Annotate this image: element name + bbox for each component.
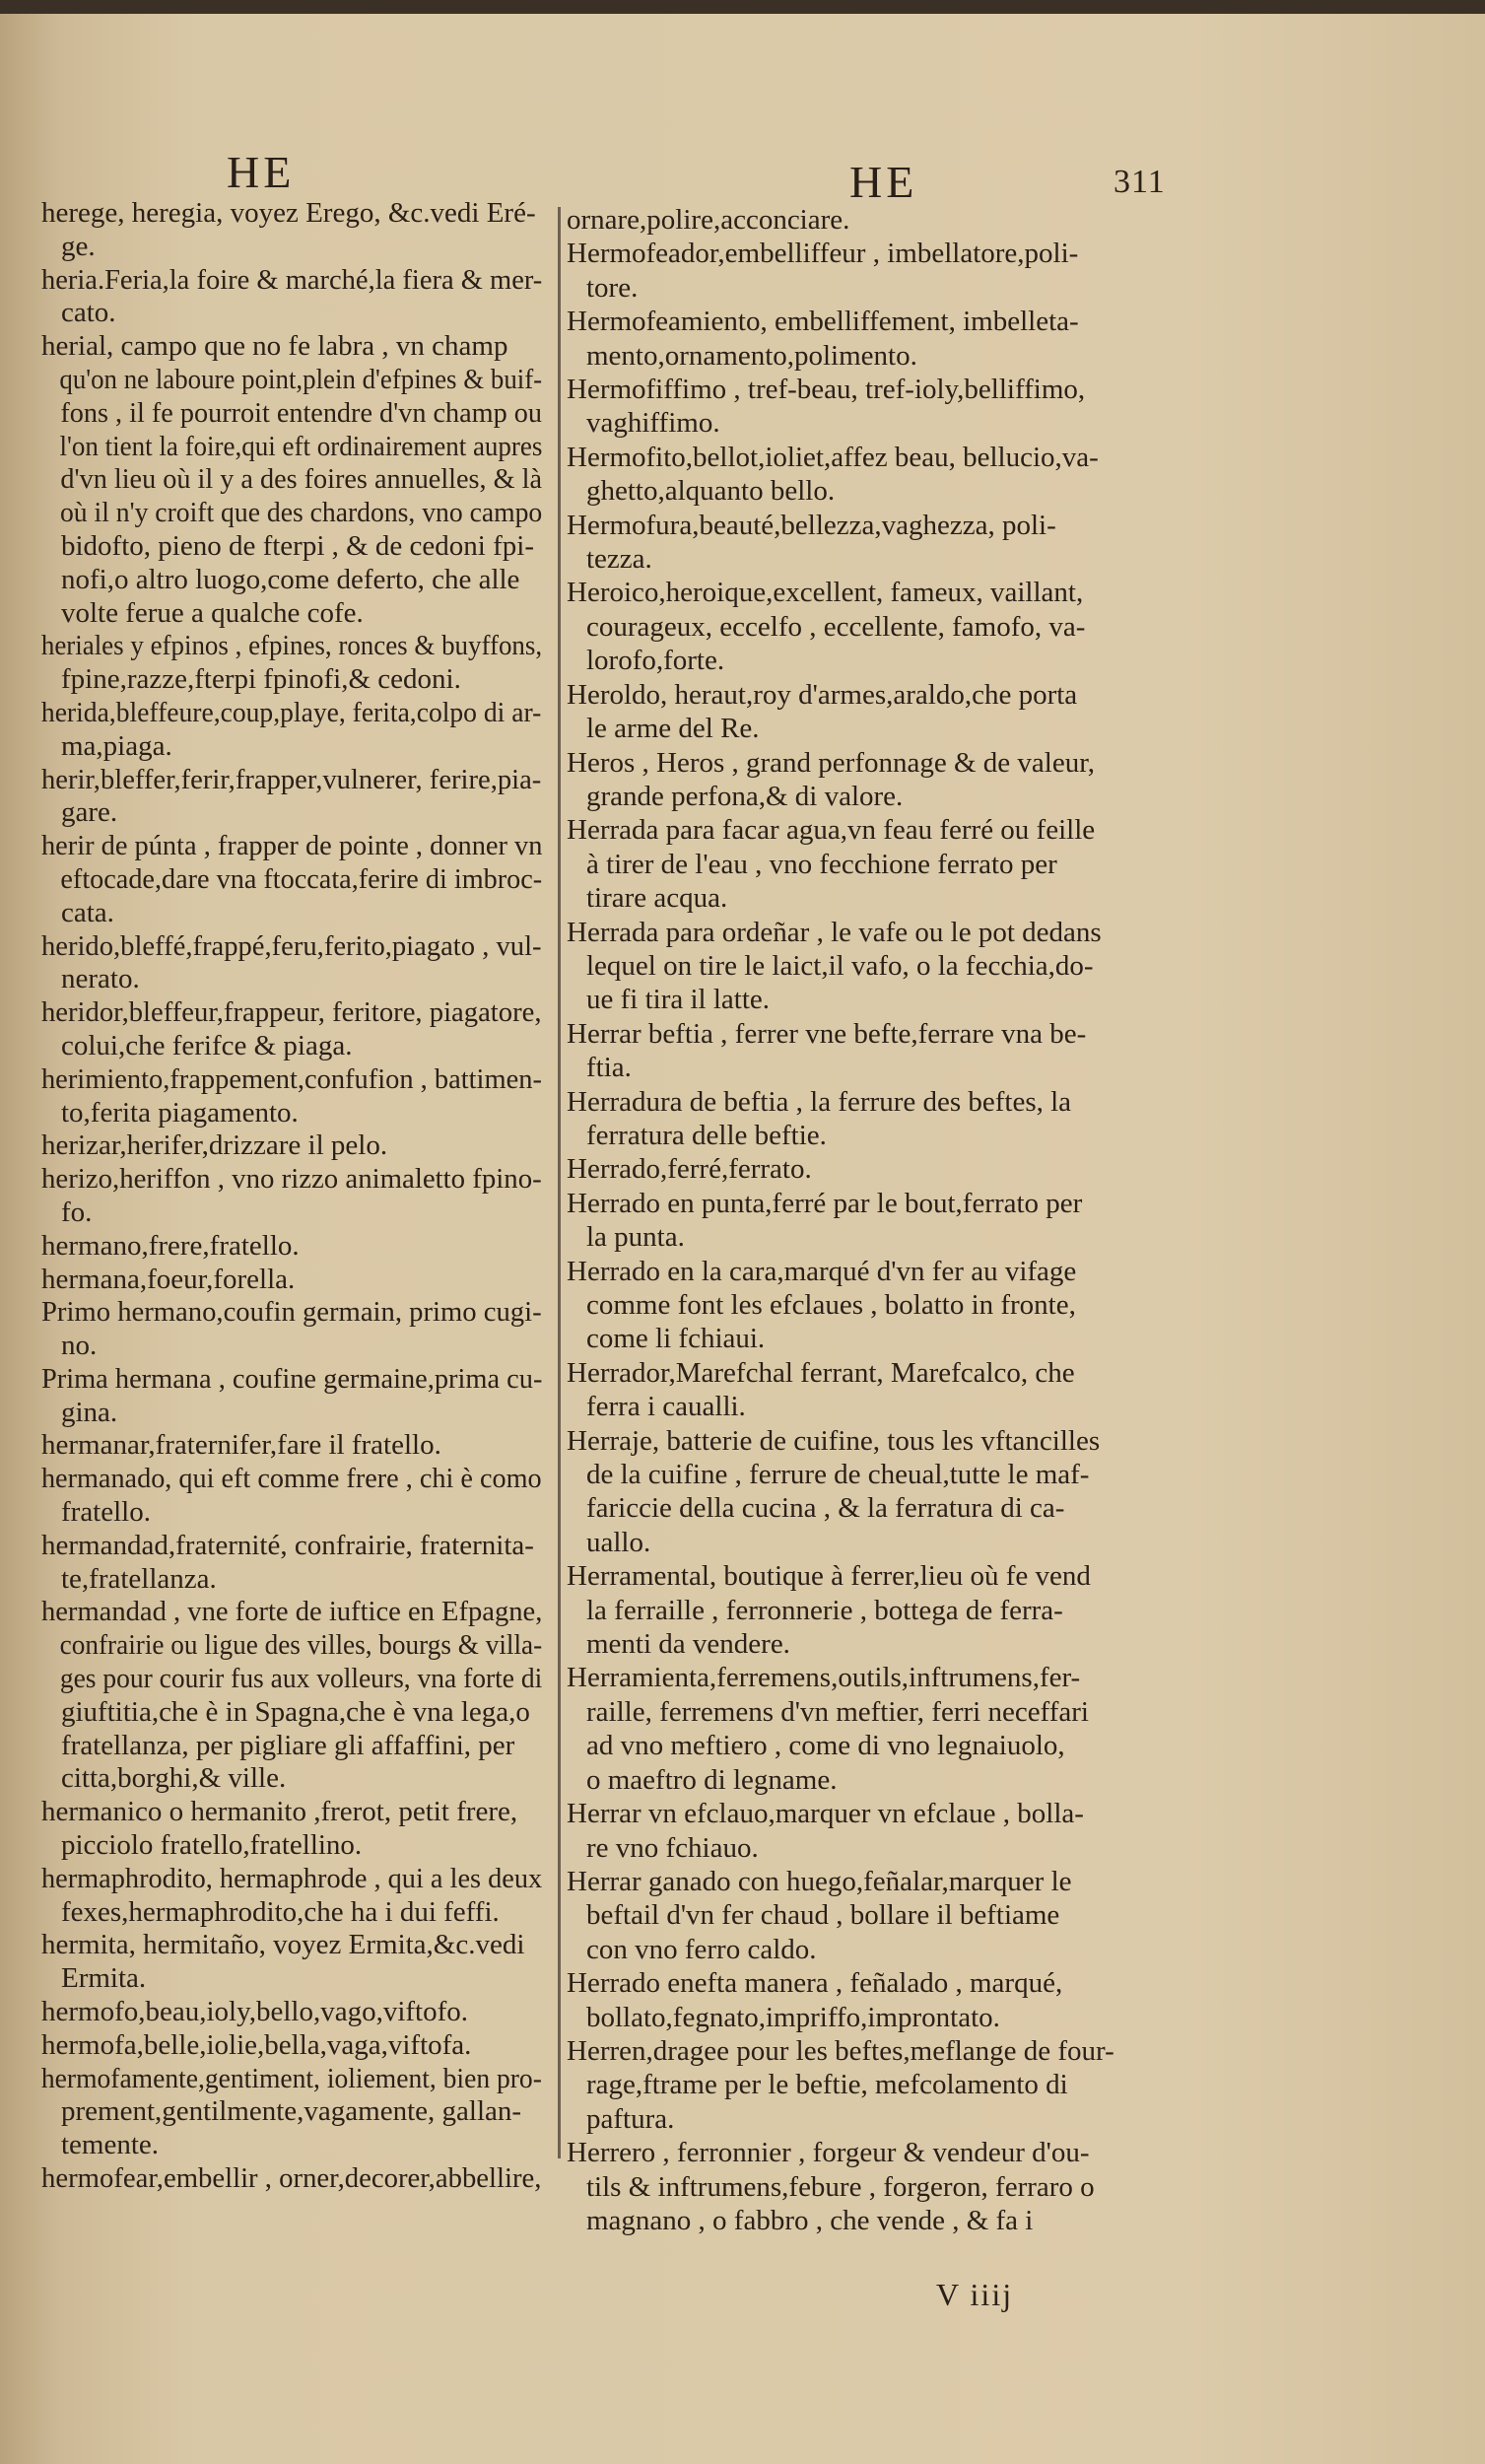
entry-headline: hermandad , vne forte de iuftice en Efpagne, bbox=[40, 1596, 543, 1628]
entry-headline: Prima hermana , coufine germaine,prima cu- bbox=[40, 1362, 543, 1395]
dictionary-entry bbox=[567, 509, 1453, 577]
entry-continuation: citta,borghi,& ville. bbox=[61, 1762, 287, 1795]
entry-continuation: mento,ornamento,polimento. bbox=[586, 339, 917, 372]
entry-continuation: re vno fchiauo. bbox=[586, 1831, 759, 1864]
entry-continuation: te,fratellanza. bbox=[61, 1562, 217, 1595]
dictionary-entry bbox=[39, 697, 542, 764]
entry-continuation: prement,gentilmente,vagamente, gallan- bbox=[61, 2095, 522, 2128]
entry-headline: herial, campo que no fe labra , vn champ bbox=[41, 330, 508, 363]
entry-continuation: courageux, eccelfo , eccellente, famofo, va- bbox=[586, 610, 1086, 643]
dictionary-entry bbox=[567, 305, 1453, 373]
dictionary-entry bbox=[567, 237, 1453, 305]
entry-continuation: eftocade,dare vna ftoccata,ferire di imbroc- bbox=[60, 862, 543, 895]
entry-headline: Herramienta,ferremens,outils,inftrumens,fer- bbox=[567, 1662, 1081, 1694]
dictionary-entry bbox=[39, 264, 542, 331]
entry-headline: Herrado enefta manera , feñalado , marqué, bbox=[567, 1967, 1063, 2000]
entry-headline: hermana,foeur,forella. bbox=[41, 1263, 296, 1295]
entry-continuation: nofi,o altro luogo,come deferto, che alle bbox=[61, 563, 520, 595]
entry-headline: herida,bleffeure,coup,playe, ferita,colpo di ar- bbox=[40, 696, 542, 728]
entry-headline: Herrero , ferronnier , forgeur & vendeur d'ou- bbox=[567, 2137, 1090, 2169]
entry-headline: Heroldo, heraut,roy d'armes,araldo,che porta bbox=[567, 678, 1078, 711]
entry-continuation: come li fchiaui. bbox=[586, 1323, 766, 1355]
dictionary-entry bbox=[567, 1966, 1453, 2034]
entry-headline: ornare,polire,acconciare. bbox=[567, 204, 850, 236]
dictionary-entry bbox=[567, 1797, 1453, 1865]
entry-continuation: temente. bbox=[61, 2129, 160, 2161]
entry-continuation: fexes,hermaphrodito,che ha i dui feffi. bbox=[61, 1895, 500, 1928]
entry-continuation: d'vn lieu où il y a des foires annuelles, & là bbox=[60, 463, 542, 496]
dictionary-entry bbox=[567, 746, 1453, 814]
dictionary-entry bbox=[567, 2034, 1453, 2136]
entry-continuation: fpine,razze,fterpi fpinofi,& cedoni. bbox=[61, 663, 461, 696]
dictionary-entry bbox=[39, 2162, 542, 2196]
dictionary-entry bbox=[567, 441, 1453, 509]
dictionary-entry bbox=[567, 1865, 1453, 1966]
entry-headline: Herrar ganado con huego,feñalar,marquer le bbox=[567, 1865, 1072, 1897]
entry-continuation: tils & inftrumens,febure , forgeron, ferraro o bbox=[586, 2170, 1095, 2203]
entry-headline: hermanar,fraternifer,fare il fratello. bbox=[41, 1429, 441, 1462]
entry-continuation: tore. bbox=[586, 271, 639, 304]
entry-continuation: lequel on tire le laict,il vafo, o la fecchia,do- bbox=[586, 949, 1094, 982]
dictionary-entry bbox=[567, 373, 1453, 441]
dictionary-entry bbox=[39, 1996, 542, 2029]
entry-continuation: la punta. bbox=[586, 1221, 685, 1254]
dictionary-entry bbox=[39, 1863, 542, 1930]
entry-continuation: to,ferita piagamento. bbox=[61, 1096, 299, 1129]
entry-headline: hermano,frere,fratello. bbox=[41, 1229, 300, 1262]
entry-headline: Heroico,heroique,excellent, fameux, vaillant, bbox=[567, 577, 1084, 609]
entry-headline: heria.Feria,la foire & marché,la fiera & mer- bbox=[40, 263, 543, 296]
entry-continuation: grande perfona,& di valore. bbox=[586, 780, 904, 812]
dictionary-entry bbox=[39, 1929, 542, 1996]
page-number: 311 bbox=[1114, 164, 1166, 200]
left-column bbox=[39, 197, 542, 2196]
dictionary-entry bbox=[567, 1187, 1453, 1255]
entry-headline: Primo hermano,coufin germain, primo cugi- bbox=[40, 1296, 542, 1329]
entry-headline: Herrado,ferré,ferrato. bbox=[567, 1153, 812, 1186]
entry-headline: Herrar vn efclauo,marquer vn efclaue , bolla- bbox=[567, 1798, 1084, 1830]
entry-headline: hermofo,beau,ioly,bello,vago,viftofo. bbox=[41, 1996, 469, 2028]
entry-headline: Hermofito,bellot,ioliet,affez beau, bellucio,va- bbox=[567, 441, 1099, 473]
entry-continuation: fons , il fe pourroit entendre d'vn champ ou bbox=[60, 396, 542, 429]
entry-headline: Herramental, boutique à ferrer,lieu où fe vend bbox=[567, 1560, 1091, 1593]
entry-headline: Herrado en punta,ferré par le bout,ferrato per bbox=[567, 1187, 1083, 1219]
signature-mark: V iiij bbox=[936, 2277, 1014, 2312]
running-head-left: HE bbox=[227, 147, 296, 197]
entry-continuation: bollato,fegnato,impriffo,improntato. bbox=[586, 2001, 1000, 2033]
entry-continuation: magnano , o fabbro , che vende , & fa i bbox=[586, 2204, 1034, 2236]
dictionary-entry bbox=[39, 1530, 542, 1597]
entry-continuation: Ermita. bbox=[61, 1962, 147, 1995]
entry-continuation: ftia. bbox=[586, 1052, 632, 1084]
entry-headline: herir de púnta , frapper de pointe , donner vn bbox=[40, 830, 543, 862]
entry-headline: Herraje, batterie de cuifine, tous les vftancilles bbox=[567, 1424, 1101, 1457]
dictionary-entry bbox=[39, 996, 542, 1063]
dictionary-entry bbox=[39, 1296, 542, 1363]
dictionary-entry bbox=[567, 1356, 1453, 1424]
entry-continuation: uallo. bbox=[586, 1526, 651, 1558]
entry-continuation: ad vno meftiero , come di vno legnaiuolo, bbox=[586, 1730, 1065, 1762]
entry-continuation: raille, ferremens d'vn meftier, ferri neceffari bbox=[586, 1695, 1089, 1728]
entry-continuation: fratello. bbox=[61, 1496, 151, 1529]
dictionary-entry bbox=[567, 1661, 1453, 1797]
entry-continuation: ma,piaga. bbox=[61, 729, 172, 762]
entry-continuation: à tirer de l'eau , vno fecchione ferrato per bbox=[586, 848, 1057, 880]
dictionary-entry bbox=[39, 2029, 542, 2063]
entry-continuation: ue fi tira il latte. bbox=[586, 984, 771, 1016]
entry-headline: herege, heregia, voyez Erego, &c.vedi Eré- bbox=[41, 197, 536, 229]
dictionary-entry bbox=[39, 330, 542, 630]
entry-headline: hermofa,belle,iolie,bella,vaga,viftofa. bbox=[41, 2028, 472, 2061]
right-column bbox=[567, 203, 1453, 2237]
entry-continuation: beftail d'vn fer chaud , bollare il beftiame bbox=[586, 1899, 1060, 1932]
entry-headline: heriales y efpinos , efpines, ronces & buyffons, bbox=[40, 630, 543, 662]
entry-continuation: cata. bbox=[61, 896, 114, 928]
entry-continuation: cato. bbox=[61, 297, 116, 329]
entry-headline: hermanado, qui eft comme frere , chi è como bbox=[40, 1463, 542, 1495]
entry-headline: Herrada para ordeñar , le vafe ou le pot dedans bbox=[567, 916, 1102, 948]
dictionary-entry bbox=[39, 1596, 542, 1796]
entry-continuation: ferratura delle beftie. bbox=[586, 1119, 827, 1151]
dictionary-entry bbox=[39, 1063, 542, 1130]
entry-continuation: bidofto, pieno de fterpi , & de cedoni fpi- bbox=[61, 529, 534, 562]
column-divider bbox=[558, 207, 561, 2158]
entry-continuation: l'on tient la foire,qui eft ordinairement aupres bbox=[59, 430, 543, 462]
entry-continuation: où il n'y croift que des chardons, vno campo bbox=[59, 497, 543, 529]
entry-continuation: lorofo,forte. bbox=[586, 645, 725, 677]
entry-headline: herir,bleffer,ferir,frapper,vulnerer, ferire,pia- bbox=[40, 763, 542, 795]
entry-continuation: nerato. bbox=[61, 963, 140, 995]
dictionary-entry bbox=[567, 1255, 1453, 1356]
dictionary-entry bbox=[39, 630, 542, 697]
entry-headline: hermita, hermitaño, voyez Ermita,&c.vedi bbox=[41, 1929, 525, 1961]
entry-continuation: vaghiffimo. bbox=[586, 407, 720, 440]
entry-continuation: tezza. bbox=[586, 543, 652, 576]
entry-headline: heridor,bleffeur,frappeur, feritore, piagatore, bbox=[40, 996, 542, 1029]
dictionary-entry bbox=[39, 830, 542, 929]
entry-headline: Herrada para facar agua,vn feau ferré ou feille bbox=[567, 814, 1096, 847]
entry-headline: Herrador,Marefchal ferrant, Marefcalco, che bbox=[567, 1356, 1075, 1389]
entry-continuation: picciolo fratello,fratellino. bbox=[61, 1829, 363, 1862]
entry-headline: herido,bleffé,frappé,feru,ferito,piagato , vul- bbox=[40, 929, 542, 962]
entry-continuation: ghetto,alquanto bello. bbox=[586, 475, 836, 508]
entry-headline: herizar,herifer,drizzare il pelo. bbox=[41, 1129, 388, 1162]
dictionary-entry bbox=[567, 1152, 1453, 1186]
dictionary-entry bbox=[39, 764, 542, 831]
dictionary-entry bbox=[39, 1463, 542, 1530]
entry-continuation: con vno ferro caldo. bbox=[586, 1933, 817, 1965]
entry-continuation: qu'on ne laboure point,plein d'efpines & buif- bbox=[59, 363, 543, 395]
entry-continuation: no. bbox=[61, 1330, 98, 1362]
entry-continuation: rage,ftrame per le beftie, mefcolamento di bbox=[586, 2069, 1068, 2101]
dictionary-entry bbox=[567, 916, 1453, 1017]
dictionary-entry bbox=[39, 1429, 542, 1463]
entry-headline: Herrado en la cara,marqué d'vn fer au vifage bbox=[567, 1255, 1077, 1287]
entry-continuation: gare. bbox=[61, 796, 118, 829]
entry-continuation: la ferraille , ferronnerie , bottega de ferra- bbox=[586, 1594, 1063, 1626]
dictionary-entry bbox=[39, 1264, 542, 1297]
entry-continuation: giuftitia,che è in Spagna,che è vna lega,o bbox=[61, 1695, 530, 1728]
dictionary-entry bbox=[567, 576, 1453, 677]
dictionary-entry bbox=[567, 1424, 1453, 1560]
entry-headline: hermofear,embellir , orner,decorer,abbellire, bbox=[40, 2162, 542, 2195]
dictionary-entry bbox=[39, 1129, 542, 1163]
entry-continuation: le arme del Re. bbox=[586, 713, 760, 745]
entry-continuation: fo. bbox=[61, 1196, 93, 1228]
entry-continuation: ge. bbox=[61, 230, 96, 262]
entry-continuation: o maeftro di legname. bbox=[586, 1763, 838, 1796]
entry-continuation: comme font les efclaues , bolatto in fronte, bbox=[586, 1289, 1076, 1321]
entry-headline: hermaphrodito, hermaphrode , qui a les deux bbox=[40, 1862, 543, 1894]
dictionary-entry bbox=[567, 2136, 1453, 2237]
entry-headline: hermofamente,gentiment, ioliement, bien pro- bbox=[40, 2062, 542, 2094]
page-top-edge bbox=[0, 0, 1485, 14]
dictionary-entry bbox=[567, 1017, 1453, 1085]
dictionary-entry bbox=[39, 1230, 542, 1264]
dictionary-entry bbox=[39, 930, 542, 997]
entry-headline: Heros , Heros , grand perfonnage & de valeur, bbox=[567, 746, 1095, 779]
entry-continuation: volte ferue a qualche cofe. bbox=[61, 596, 364, 629]
entry-headline: Hermofeamiento, embelliffement, imbelleta- bbox=[567, 306, 1079, 338]
dictionary-entry bbox=[567, 203, 1453, 237]
entry-headline: hermandad,fraternité, confrairie, fraternita- bbox=[41, 1529, 534, 1561]
dictionary-entry bbox=[567, 1085, 1453, 1153]
entry-continuation: confrairie ou ligue des villes, bourgs & villa- bbox=[59, 1629, 543, 1662]
dictionary-entry bbox=[39, 1363, 542, 1430]
dictionary-entry bbox=[567, 813, 1453, 915]
entry-continuation: ges pour courir fus aux volleurs, vna forte di bbox=[59, 1663, 543, 1695]
entry-headline: Hermofura,beauté,bellezza,vaghezza, poli- bbox=[567, 509, 1056, 541]
entry-headline: herimiento,frappement,confufion , battimen- bbox=[40, 1062, 542, 1095]
entry-headline: Herren,dragee pour les beftes,meflange de four- bbox=[567, 2034, 1114, 2067]
entry-continuation: fariccie della cucina , & la ferratura di ca- bbox=[586, 1492, 1065, 1525]
entry-continuation: menti da vendere. bbox=[586, 1628, 790, 1661]
entry-continuation: de la cuifine , ferrure de cheual,tutte le maf- bbox=[586, 1459, 1090, 1491]
dictionary-entry bbox=[39, 197, 542, 264]
entry-continuation: ferra i caualli. bbox=[586, 1391, 746, 1423]
dictionary-entry bbox=[39, 1796, 542, 1863]
entry-headline: Herradura de beftia , la ferrure des beftes, la bbox=[567, 1085, 1072, 1118]
running-head-right: HE bbox=[849, 157, 918, 207]
entry-continuation: paftura. bbox=[586, 2102, 675, 2135]
dictionary-entry bbox=[39, 2063, 542, 2162]
entry-headline: Hermofiffimo , tref-beau, tref-ioly,belliffimo, bbox=[567, 374, 1086, 406]
dictionary-entry bbox=[567, 678, 1453, 746]
entry-continuation: gina. bbox=[61, 1396, 118, 1428]
dictionary-entry bbox=[39, 1163, 542, 1230]
entry-headline: herizo,heriffon , vno rizzo animaletto fpino- bbox=[40, 1163, 542, 1196]
dictionary-entry bbox=[567, 1559, 1453, 1661]
entry-continuation: tirare acqua. bbox=[586, 882, 728, 915]
entry-headline: Herrar beftia , ferrer vne befte,ferrare vna be- bbox=[567, 1017, 1087, 1050]
entry-headline: Hermofeador,embelliffeur , imbellatore,poli- bbox=[567, 238, 1079, 270]
entry-continuation: fratellanza, per pigliare gli affaffini, per bbox=[61, 1729, 515, 1761]
entry-headline: hermanico o hermanito ,frerot, petit frere, bbox=[41, 1796, 518, 1828]
entry-continuation: colui,che ferifce & piaga. bbox=[61, 1029, 353, 1061]
